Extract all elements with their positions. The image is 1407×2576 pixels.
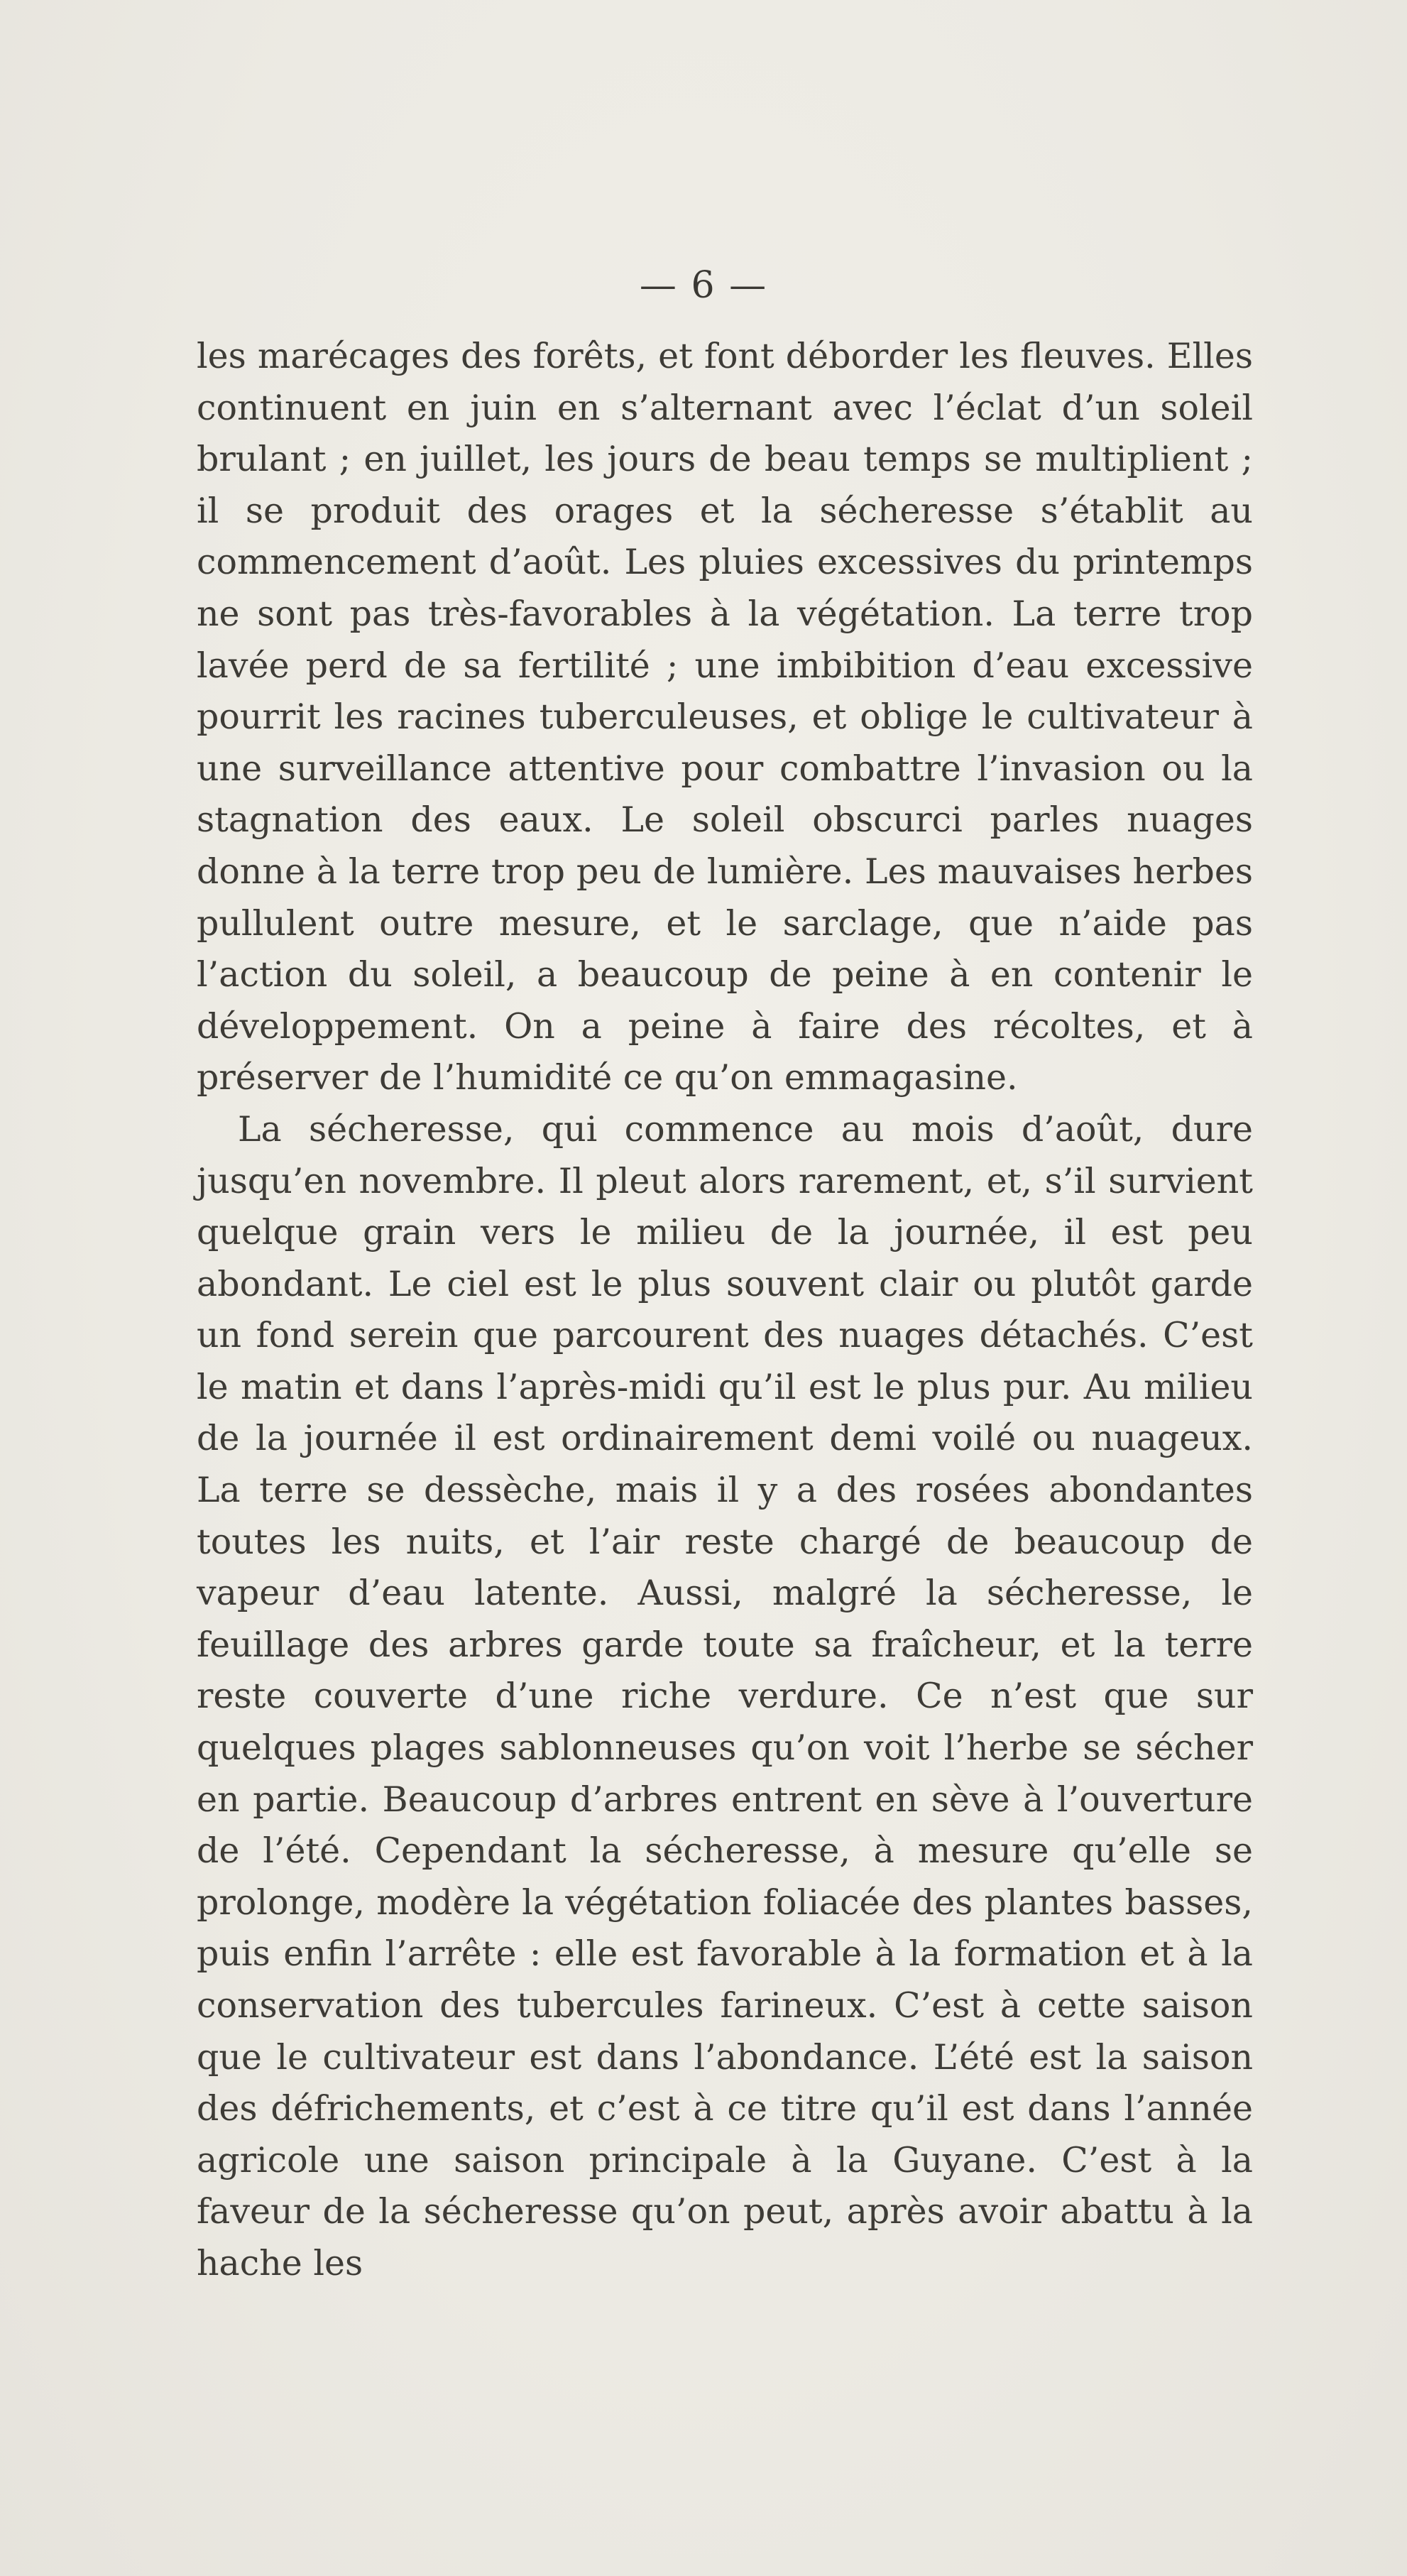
paragraph-secheresse: La sécheresse, qui commence au mois d’août, dure jusqu’en novembre. Il pleut alors rarement, et, s’il survient quelque grain vers le milieu de la journée, il est peu abondant. Le ciel est le plus souvent clair ou plutôt garde un fond serein que parcourent des nuages détachés. C’est le matin et dans l’après-midi qu’il est le plus pur. Au milieu de la journée il est ordinairement demi voilé ou nuageux. La terre se dessèche, mais il y a des rosées abondantes toutes les nuits, et l’air reste chargé de beaucoup de vapeur d’eau latente. Aussi, malgré la sécheresse, le feuillage des arbres garde toute sa fraîcheur, et la terre reste couverte d’une riche verdure. Ce n’est que sur quelques plages sablonneuses qu’on voit l’herbe se sécher en partie. Beaucoup d’arbres entrent en sève à l’ouverture de l’été. Cependant la sécheresse, à mesure qu’elle se prolonge, modère la végétation foliacée des plantes basses, puis enfin l’arrête : elle est favorable à la formation et à la conservation des tubercules farineux. C’est à cette saison que le cultivateur est dans l’abondance. L’été est la saison des défrichements, et c’est à ce titre qu’il est dans l’année agricole une saison principale à la Guyane. C’est à la faveur de la sécheresse qu’on peut, après avoir abattu à la hache les bbox=[197, 1108, 1253, 2283]
paragraph-continuation: les marécages des forêts, et font déborder les fleuves. Elles continuent en juin en s’alternant avec l’éclat d’un soleil brulant ; en juillet, les jours de beau temps se multiplient ; il se produit des orages et la sécheresse s’établit au commencement d’août. Les pluies excessives du printemps ne sont pas très-favorables à la végétation. La terre trop lavée perd de sa fertilité ; une imbibition d’eau excessive pourrit les racines tuberculeuses, et oblige le cultivateur à une surveillance attentive pour combattre l’invasion ou la stagnation des eaux. Le soleil obscurci parles nuages donne à la terre trop peu de lumière. Les mauvaises herbes pullulent outre mesure, et le sarclage, que n’aide pas l’action du soleil, a beaucoup de peine à en contenir le développement. On a peine à faire des récoltes, et à préserver de l’humidité ce qu’on emmagasine. bbox=[197, 336, 1253, 1098]
body-text bbox=[197, 331, 1253, 2290]
page-number: — 6 — bbox=[639, 264, 768, 307]
